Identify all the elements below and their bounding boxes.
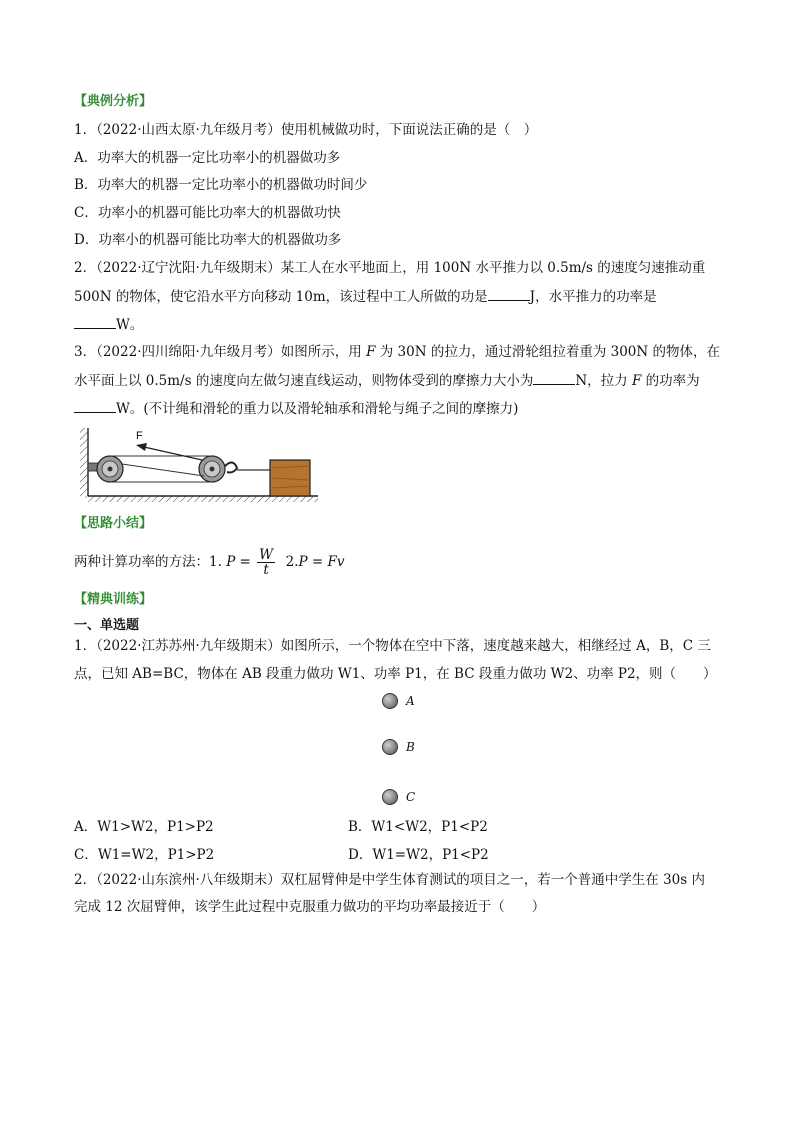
formula-1-lhs: P = xyxy=(226,554,251,570)
fraction-numerator: W xyxy=(259,547,274,563)
example-q3-line1 xyxy=(74,342,720,362)
example-q1-option-a: A．功率大的机器一定比功率小的机器做功多 xyxy=(74,150,341,166)
point-c xyxy=(382,788,415,805)
practice-q1-option-c[interactable]: C．W1=W2，P1>P2 xyxy=(74,847,215,863)
wooden-block xyxy=(270,460,310,496)
answer-blank[interactable] xyxy=(488,286,530,301)
formula-2-number: 2. xyxy=(285,554,299,570)
force-symbol: F xyxy=(366,344,376,360)
force-symbol: F xyxy=(631,373,642,389)
example-q2-text-c: W。 xyxy=(116,317,144,333)
example-q1-option-b: B．功率大的机器一定比功率小的机器做功时间少 xyxy=(74,177,368,193)
example-q2-line2 xyxy=(74,286,657,307)
pulley-system-figure xyxy=(74,424,324,504)
point-a xyxy=(382,692,415,709)
answer-blank[interactable] xyxy=(533,370,575,385)
formula-2-expr: P = Fv xyxy=(298,554,345,570)
example-q3-text-f: W。(不计绳和滑轮的重力以及滑轮轴承和滑轮与绳子之间的摩擦力) xyxy=(116,401,519,417)
practice-q2-line2: 完成 12 次屈臂伸，该学生此过程中克服重力做功的平均功率最接近于（ ） xyxy=(74,899,546,915)
ball-icon xyxy=(382,739,398,755)
summary-formula-line xyxy=(74,548,345,577)
example-q3-text-b: 为 30N 的拉力，通过滑轮组拉着重为 300N 的物体，在 xyxy=(375,344,720,360)
example-q3-text-d: N，拉力 xyxy=(575,373,632,389)
summary-section-title: 【思路小结】 xyxy=(74,516,153,531)
example-q1-option-c: C．功率小的机器可能比功率大的机器做功快 xyxy=(74,205,341,221)
example-q1-option-d: D．功率小的机器可能比功率大的机器做功多 xyxy=(74,232,342,248)
formula-1-fraction xyxy=(257,548,275,577)
practice-q1-line2: 点，已知 AB=BC，物体在 AB 段重力做功 W1、功率 P1，在 BC 段重力做功 W2、功率 P2，则（ ） xyxy=(74,666,717,682)
summary-text: 两种计算功率的方法：1. xyxy=(74,554,222,570)
example-q3-line2 xyxy=(74,370,700,391)
answer-blank[interactable] xyxy=(74,314,116,329)
wall xyxy=(80,428,88,498)
force-label: F xyxy=(136,430,143,442)
fraction-denominator: t xyxy=(263,562,269,578)
practice-q1-option-d[interactable]: D．W1=W2，P1<P2 xyxy=(348,847,489,863)
point-c-label: C xyxy=(406,789,416,804)
point-a-label: A xyxy=(406,693,415,708)
ground xyxy=(88,496,318,502)
practice-q1-line1: 1．（2022·江苏苏州·九年级期末）如图所示，一个物体在空中下落，速度越来越大，相继经过 A，B，C 三 xyxy=(74,638,711,654)
point-b xyxy=(382,738,415,755)
practice-section-title: 【精典训练】 xyxy=(74,592,153,607)
practice-q1-option-a[interactable]: A．W1>W2，P1>P2 xyxy=(74,819,214,835)
ball-icon xyxy=(382,693,398,709)
practice-q2-line1: 2．（2022·山东滨州·八年级期末）双杠屈臂伸是中学生体育测试的项目之一，若一个普通中学生在 30s 内 xyxy=(74,872,705,888)
example-section-title: 【典例分析】 xyxy=(74,94,153,109)
example-q3-line3 xyxy=(74,398,518,419)
example-q3-text-a: 3．（2022·四川绵阳·九年级月考）如图所示，用 xyxy=(74,344,367,360)
ball-icon xyxy=(382,789,398,805)
fixed-pulley xyxy=(97,456,123,482)
example-q2-line1: 2．（2022·辽宁沈阳·九年级期末）某工人在水平地面上，用 100N 水平推力以 0.5m/s 的速度匀速推动重 xyxy=(74,260,706,276)
example-q2-text-a: 500N 的物体，使它沿水平方向移动 10m，该过程中工人所做的功是 xyxy=(74,289,488,305)
answer-blank[interactable] xyxy=(74,398,116,413)
example-q1-stem: 1．（2022·山西太原·九年级月考）使用机械做功时，下面说法正确的是（ ） xyxy=(74,122,538,138)
point-b-label: B xyxy=(406,739,415,754)
practice-q1-option-b[interactable]: B．W1<W2，P1<P2 xyxy=(348,819,488,835)
single-choice-heading: 一、单选题 xyxy=(74,618,140,633)
example-q3-text-c: 水平面上以 0.5m/s 的速度向左做匀速直线运动，则物体受到的摩擦力大小为 xyxy=(74,373,534,389)
example-q3-text-e: 的功率为 xyxy=(641,373,700,389)
example-q2-text-b: J，水平推力的功率是 xyxy=(529,289,657,305)
example-q2-line3 xyxy=(74,314,143,335)
movable-pulley xyxy=(199,456,237,482)
